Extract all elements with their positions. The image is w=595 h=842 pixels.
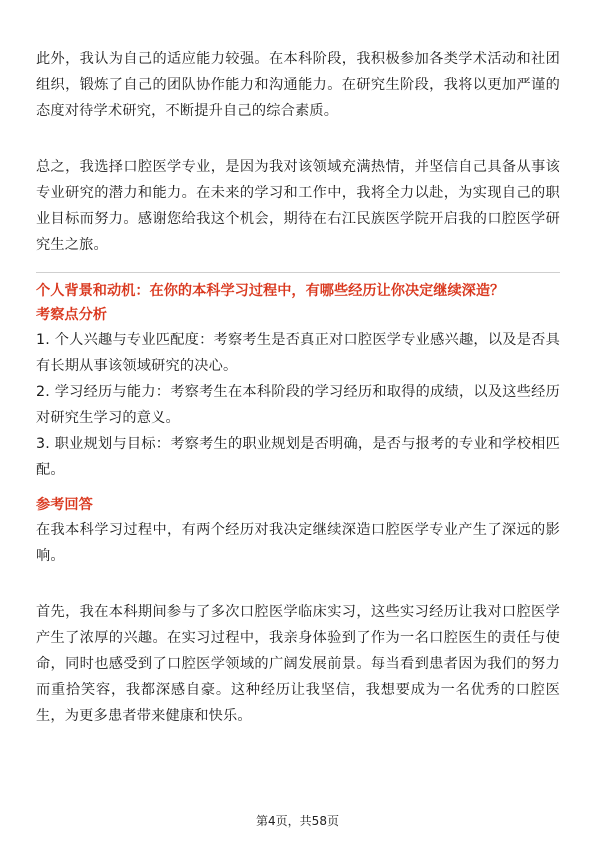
page-number-footer: 第4页，共58页 <box>256 814 339 828</box>
spacer <box>36 124 560 154</box>
spacer <box>36 569 560 599</box>
section-divider <box>36 272 560 273</box>
analysis-item-experience: 2. 学习经历与能力：考察考生在本科阶段的学习经历和取得的成绩，以及这些经历对研究生学习的意义。 <box>36 384 560 426</box>
analysis-title: 考察点分析 <box>36 307 107 323</box>
analysis-item-interest: 1. 个人兴趣与专业匹配度：考察考生是否真正对口腔医学专业感兴趣，以及是否具有长期从事该领域研究的决心。 <box>36 332 560 374</box>
spacer <box>36 483 560 493</box>
document-page <box>36 46 560 729</box>
interview-question: 个人背景和动机：在你的本科学习过程中，有哪些经历让你决定继续深造？ <box>36 283 505 299</box>
answer-title: 参考回答 <box>36 497 93 513</box>
intro-paragraph-adaptability: 此外，我认为自己的适应能力较强。在本科阶段，我积极参加各类学术活动和社团组织，锻炼了自己的团队协作能力和沟通能力。在研究生阶段，我将以更加严谨的态度对待学术研究，不断提升自己的综合素质。 <box>36 51 560 119</box>
answer-paragraph-first: 首先，我在本科期间参与了多次口腔医学临床实习，这些实习经历让我对口腔医学产生了浓厚的兴趣。在实习过程中，我亲身体验到了作为一名口腔医生的责任与使命，同时也感受到了口腔医学领域的广阔发展前景。每当看到患者因为我们的努力而重拾笑容，我都深感自豪。这种经历让我坚信，我想要成为一名优秀的口腔医生，为更多患者带来健康和快乐。 <box>36 604 560 724</box>
intro-paragraph-conclusion: 总之，我选择口腔医学专业，是因为我对该领域充满热情，并坚信自己具备从事该专业研究的潜力和能力。在未来的学习和工作中，我将全力以赴，为实现自己的职业目标而努力。感谢您给我这个机会，期待在右江民族医学院开启我的口腔医学研究生之旅。 <box>36 159 560 253</box>
analysis-item-career: 3. 职业规划与目标：考察考生的职业规划是否明确，是否与报考的专业和学校相匹配。 <box>36 436 560 478</box>
answer-paragraph-intro: 在我本科学习过程中，有两个经历对我决定继续深造口腔医学专业产生了深远的影响。 <box>36 522 560 564</box>
